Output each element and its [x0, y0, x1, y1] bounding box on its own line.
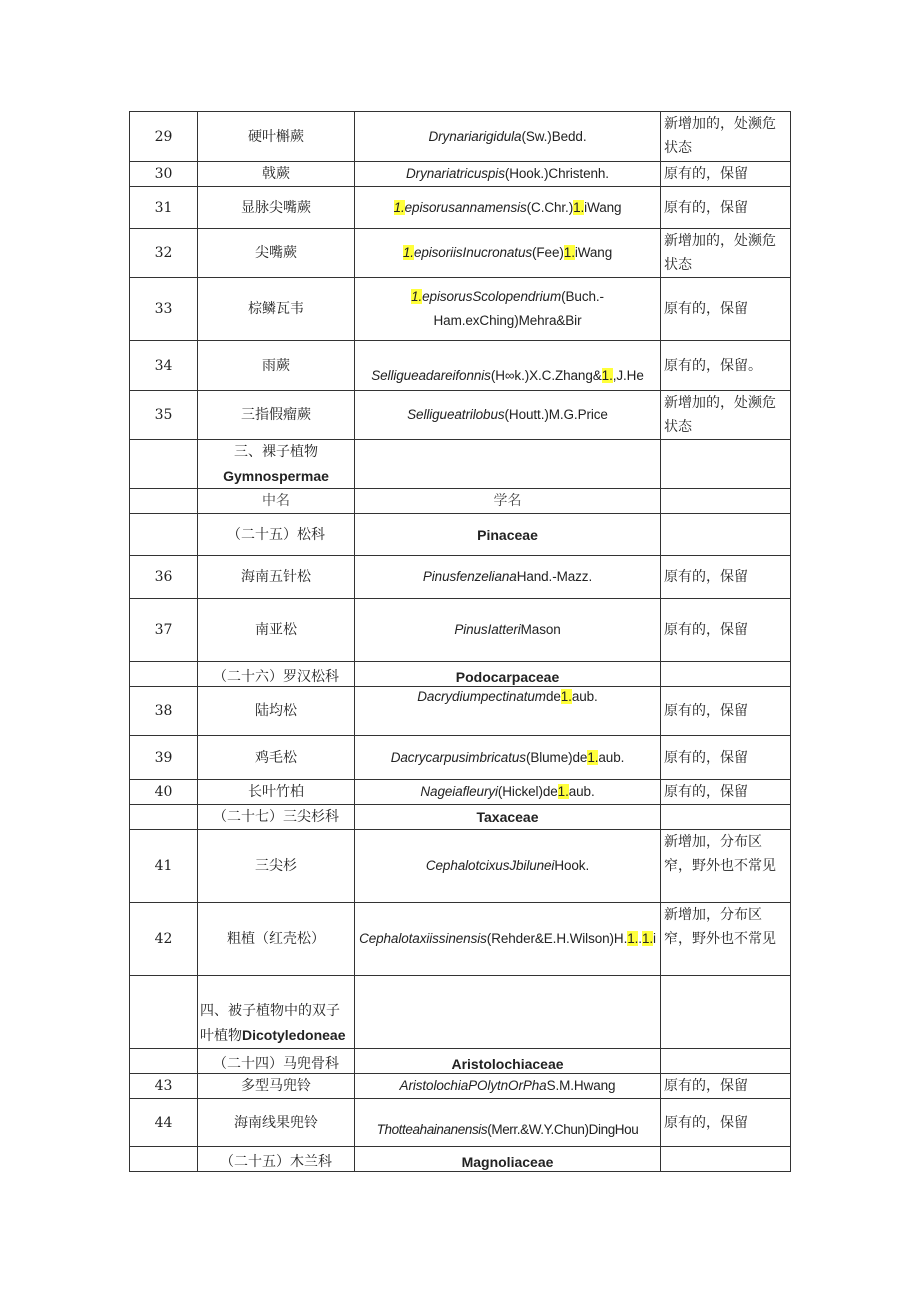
table-row — [130, 736, 791, 780]
section-title-cn: 四、被子植物中的双子叶植物 — [200, 1003, 340, 1044]
name-fragment: trilobus — [461, 407, 505, 422]
name-fragment: aub. — [568, 784, 595, 799]
row-number: 35 — [130, 391, 198, 440]
family-row-podocarpaceae — [130, 662, 791, 687]
highlighted-fragment: 1. — [601, 368, 613, 383]
chinese-name: 陆均松 — [198, 687, 355, 736]
chinese-name: 棕鳞瓦韦 — [198, 278, 355, 341]
header-chinese-name: 中名 — [198, 489, 355, 514]
row-number: 43 — [130, 1074, 198, 1099]
name-fragment: Nageiafleuryi — [420, 784, 498, 799]
name-fragment: (Houtt.)M.G.Price — [504, 407, 608, 422]
name-fragment: (Sw.)Bedd. — [521, 128, 587, 144]
header-scientific-name: 学名 — [355, 489, 661, 514]
family-name-latin: Pinaceae — [355, 514, 661, 556]
family-row-pinaceae — [130, 514, 791, 556]
family-name-cn: （二十五）松科 — [198, 514, 355, 556]
section-title — [198, 440, 355, 489]
table-row — [130, 278, 791, 341]
status-note: 原有的，保留 — [661, 780, 791, 805]
row-number: 32 — [130, 229, 198, 278]
name-fragment: episorusannamensis — [404, 199, 527, 215]
name-fragment: (Merr.&W.Y.Chun)DingHou — [487, 1122, 639, 1137]
name-fragment: ,J.He — [612, 368, 644, 383]
highlighted-fragment: 1. — [557, 784, 569, 799]
table-row — [130, 599, 791, 662]
species-table — [129, 111, 791, 1172]
header-row — [130, 489, 791, 514]
name-fragment: Mason — [520, 622, 561, 637]
table-row — [130, 229, 791, 278]
chinese-name: 雨蕨 — [198, 341, 355, 391]
scientific-name — [355, 112, 661, 162]
highlighted-fragment: 1. — [393, 199, 405, 215]
family-row-taxaceae — [130, 805, 791, 830]
status-note: 新增加，分布区窄，野外也不常见 — [661, 903, 791, 976]
table-row — [130, 341, 791, 391]
scientific-name — [355, 780, 661, 805]
status-note: 原有的，保留 — [661, 162, 791, 187]
chinese-name: 粗植（红壳松） — [198, 903, 355, 976]
scientific-name — [355, 556, 661, 599]
name-fragment: iWang — [584, 199, 622, 215]
section-title — [198, 976, 355, 1049]
scientific-name — [355, 736, 661, 780]
table-row — [130, 903, 791, 976]
name-fragment: (H∞k.)X.C.Zhang& — [490, 368, 602, 383]
row-number: 31 — [130, 187, 198, 229]
row-number: 40 — [130, 780, 198, 805]
chinese-name: 海南五针松 — [198, 556, 355, 599]
row-number: 44 — [130, 1099, 198, 1147]
status-note: 新增加的，处濒危状态 — [661, 391, 791, 440]
chinese-name: 硬叶槲蕨 — [198, 112, 355, 162]
scientific-name — [355, 229, 661, 278]
table-row — [130, 112, 791, 162]
status-note: 新增加，分布区窄，野外也不常见 — [661, 830, 791, 903]
section-row-gymnospermae — [130, 440, 791, 489]
status-note: 原有的，保留 — [661, 687, 791, 736]
name-fragment: episorusScolopendrium — [422, 289, 562, 304]
chinese-name: 三尖杉 — [198, 830, 355, 903]
highlighted-fragment: 1. — [573, 199, 585, 215]
scientific-name — [355, 391, 661, 440]
table-row — [130, 780, 791, 805]
highlighted-fragment: 1. — [560, 689, 572, 704]
row-number: 36 — [130, 556, 198, 599]
name-fragment: (C.Chr.) — [526, 199, 574, 215]
name-fragment: Hand.-Mazz. — [516, 569, 593, 584]
table-row — [130, 1074, 791, 1099]
scientific-name — [355, 830, 661, 903]
name-fragment: CephalotcixusJbilunei — [425, 858, 555, 873]
name-fragment: de — [545, 689, 561, 704]
family-name-cn: （二十五）木兰科 — [198, 1147, 355, 1172]
family-name-cn: （二十七）三尖杉科 — [198, 805, 355, 830]
chinese-name: 长叶竹柏 — [198, 780, 355, 805]
status-note: 新增加的，处濒危状态 — [661, 112, 791, 162]
status-note: 原有的，保留 — [661, 736, 791, 780]
status-note: 原有的，保留。 — [661, 341, 791, 391]
family-row-aristolochiaceae — [130, 1049, 791, 1074]
name-fragment: Pinusfenzeliana — [422, 569, 517, 584]
chinese-name: 尖嘴蕨 — [198, 229, 355, 278]
chinese-name: 海南线果兜铃 — [198, 1099, 355, 1147]
name-fragment: Hook. — [554, 858, 590, 873]
name-fragment: iWang — [574, 245, 613, 260]
name-fragment: (Hickel)de — [497, 784, 558, 799]
section-title-latin: Dicotyledoneae — [242, 1027, 346, 1043]
name-fragment: Dacrydiumpectinatum — [417, 689, 546, 704]
scientific-name — [355, 687, 661, 736]
name-fragment: (Blume)de — [525, 749, 588, 765]
scientific-name — [355, 1099, 661, 1147]
status-note: 新增加的，处濒危状态 — [661, 229, 791, 278]
scientific-name — [355, 599, 661, 662]
name-fragment: Thotteahainanensis — [376, 1122, 488, 1137]
chinese-name: 三指假瘤蕨 — [198, 391, 355, 440]
name-fragment: (Buch.-Ham.exChing)Mehra&Bir — [433, 289, 604, 328]
status-note: 原有的，保留 — [661, 1099, 791, 1147]
scientific-name — [355, 1074, 661, 1099]
table-row — [130, 162, 791, 187]
family-name-cn: （二十六）罗汉松科 — [198, 662, 355, 687]
table-row — [130, 556, 791, 599]
name-fragment: Drynariarigidula — [428, 128, 522, 144]
family-name-latin: Aristolochiaceae — [355, 1049, 661, 1074]
chinese-name: 戟蕨 — [198, 162, 355, 187]
name-fragment: (Hook.)Christenh. — [504, 166, 609, 181]
status-note: 原有的，保留 — [661, 278, 791, 341]
family-name-latin: Taxaceae — [355, 805, 661, 830]
chinese-name: 鸡毛松 — [198, 736, 355, 780]
section-title-latin: Gymnospermae — [223, 468, 329, 484]
highlighted-fragment: 1. — [402, 245, 414, 260]
section-row-dicotyledoneae — [130, 976, 791, 1049]
table-row — [130, 830, 791, 903]
name-fragment: PinusIatteri — [454, 622, 521, 637]
family-row-magnoliaceae — [130, 1147, 791, 1172]
highlighted-fragment: 1. — [641, 931, 654, 946]
name-fragment: . — [638, 931, 642, 946]
name-fragment: aub. — [598, 749, 625, 765]
table-row — [130, 1099, 791, 1147]
name-fragment: AristolochiaPOlytnOrPha — [399, 1078, 547, 1093]
name-fragment: episoriisInucronatus — [413, 245, 533, 260]
status-note: 原有的，保留 — [661, 1074, 791, 1099]
highlighted-fragment: 1. — [627, 931, 639, 946]
row-number: 39 — [130, 736, 198, 780]
scientific-name — [355, 903, 661, 976]
name-fragment: Cephalotaxiissinensis — [359, 931, 487, 946]
status-note: 原有的，保留 — [661, 187, 791, 229]
name-fragment: (Rehder&E.H.Wilson)H. — [486, 931, 628, 946]
chinese-name: 显脉尖嘴蕨 — [198, 187, 355, 229]
table-row — [130, 187, 791, 229]
row-number: 42 — [130, 903, 198, 976]
row-number: 38 — [130, 687, 198, 736]
scientific-name — [355, 341, 661, 391]
name-fragment: Selliguea — [407, 407, 462, 422]
section-title-cn: 三、裸子植物 — [234, 444, 318, 460]
family-name-cn: （二十四）马兜骨科 — [198, 1049, 355, 1074]
chinese-name: 多型马兜铃 — [198, 1074, 355, 1099]
name-fragment: aub. — [571, 689, 598, 704]
family-name-latin: Podocarpaceae — [355, 662, 661, 687]
table-row — [130, 687, 791, 736]
highlighted-fragment: 1. — [563, 245, 575, 260]
name-fragment: (Fee) — [532, 245, 564, 260]
name-fragment: Selligueadareifonnis — [371, 368, 491, 383]
status-note: 原有的，保留 — [661, 599, 791, 662]
scientific-name — [355, 187, 661, 229]
highlighted-fragment: 1. — [587, 749, 599, 765]
name-fragment: i — [653, 931, 656, 946]
name-fragment: Dacrycarpusimbricatus — [390, 749, 526, 765]
highlighted-fragment: 1. — [411, 289, 423, 304]
row-number: 30 — [130, 162, 198, 187]
status-note: 原有的，保留 — [661, 556, 791, 599]
row-number: 34 — [130, 341, 198, 391]
row-number: 37 — [130, 599, 198, 662]
table-row — [130, 391, 791, 440]
row-number: 29 — [130, 112, 198, 162]
scientific-name — [355, 278, 661, 341]
name-fragment: Drynariatricuspis — [406, 166, 505, 181]
scientific-name — [355, 162, 661, 187]
name-fragment: S.M.Hwang — [546, 1078, 616, 1093]
row-number: 41 — [130, 830, 198, 903]
chinese-name: 南亚松 — [198, 599, 355, 662]
family-name-latin: Magnoliaceae — [355, 1147, 661, 1172]
row-number: 33 — [130, 278, 198, 341]
